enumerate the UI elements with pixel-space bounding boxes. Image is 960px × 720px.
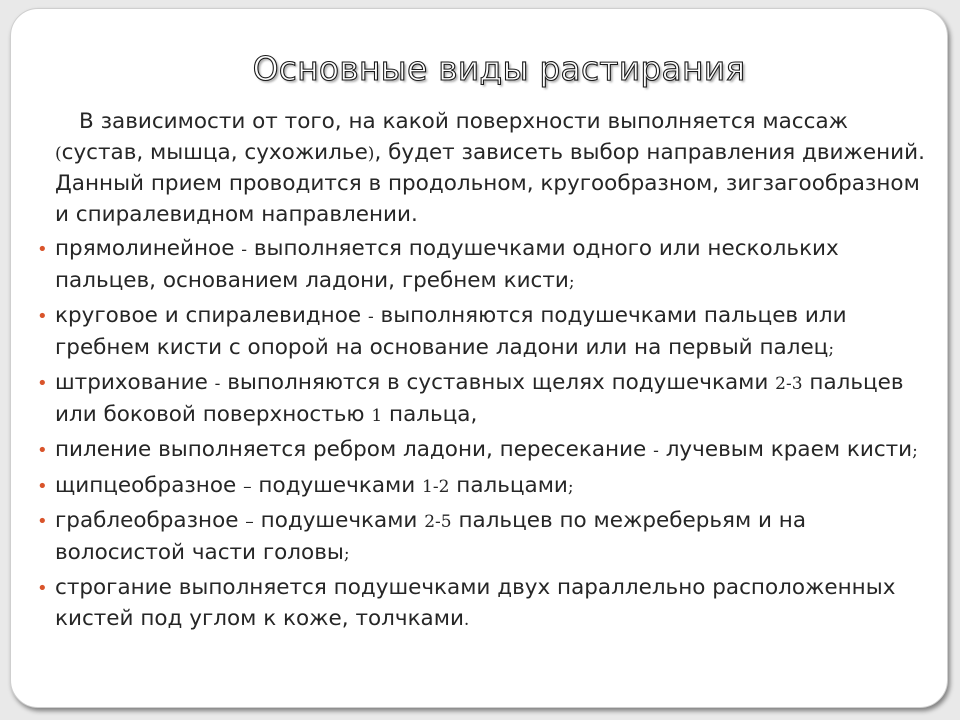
bullet-dot-icon: • (37, 440, 48, 461)
text-segment: строгание выполняется подушечками двух параллельно расположенных кистей под углом к коже, толчками (55, 575, 896, 631)
text-segment: – (243, 476, 252, 497)
text-segment: штрихование (55, 370, 215, 395)
slide-title: Основные виды растирания (252, 49, 746, 88)
slide (10, 8, 948, 708)
text-segment: – (245, 512, 254, 532)
bullet-dot-icon: • (37, 511, 48, 532)
text-segment: ; (343, 543, 350, 564)
text-segment: граблеобразное (55, 508, 246, 533)
text-segment: пиление выполняется ребром ладони, пересекание (55, 437, 654, 462)
text-segment: пальца, (382, 401, 478, 427)
text-segment: выполняется подушечками одного или нескольких пальцев, основанием ладони, гребнем кисти (55, 236, 839, 293)
bullet-item (39, 506, 939, 569)
bullet-item (39, 368, 939, 431)
text-segment: пальцами (449, 472, 568, 498)
text-segment: ; (828, 338, 835, 359)
bullet-item (39, 301, 939, 364)
text-segment: - (653, 441, 659, 461)
text-segment: выполняются в суставных щелях подушечками (220, 370, 776, 395)
text-segment: , будет зависеть выбор направления движений. Данный прием проводится в продольном, кругообразном, зигзагообразном и спиралевидном направлении. (55, 139, 925, 227)
text-segment: сустав, мышца, сухожилье (61, 139, 368, 165)
bullet-item (39, 573, 939, 635)
text-segment: В зависимости от того, на какой поверхности выполняется массаж (79, 109, 848, 134)
bullet-dot-icon: • (37, 239, 48, 260)
text-segment: - (241, 240, 248, 260)
text-segment: ) (367, 143, 375, 164)
text-segment: лучевым краем кисти (658, 437, 913, 462)
text-segment: щипцеобразное (55, 472, 244, 498)
bullet-item (39, 471, 939, 503)
text-segment: ; (912, 441, 918, 461)
text-segment: ( (55, 143, 62, 164)
text-segment: 2-5 (424, 512, 452, 532)
bullet-item (39, 435, 939, 467)
text-segment: 1 (371, 405, 383, 426)
text-segment: прямолинейное (55, 236, 242, 261)
text-segment: подушечками (253, 508, 425, 533)
text-segment: ; (568, 271, 575, 292)
bullet-dot-icon: • (37, 373, 48, 394)
text-segment: пальцев по межреберьям и на волосистой части головы (55, 508, 807, 565)
bullet-dot-icon: • (37, 578, 48, 599)
bullet-dot-icon: • (37, 475, 48, 497)
bullet-item (39, 234, 939, 297)
bullet-list (39, 234, 939, 635)
text-segment: выполняются подушечками пальцев или гребнем кисти с опорой на основание ладони или на первый палец (55, 303, 847, 360)
text-segment: подушечками (251, 472, 423, 498)
text-segment: ; (567, 476, 574, 497)
intro-paragraph (39, 107, 939, 230)
text-segment: . (463, 609, 470, 630)
text-segment: круговое и спиралевидное (55, 303, 368, 328)
bullet-dot-icon: • (37, 306, 48, 327)
text-segment: 2-3 (775, 374, 803, 394)
text-segment: - (214, 374, 221, 394)
text-segment: 1-2 (422, 476, 450, 497)
slide-content (39, 107, 939, 639)
text-segment: - (367, 307, 374, 327)
text-segment: пальцев или боковой поверхностью (55, 370, 904, 427)
